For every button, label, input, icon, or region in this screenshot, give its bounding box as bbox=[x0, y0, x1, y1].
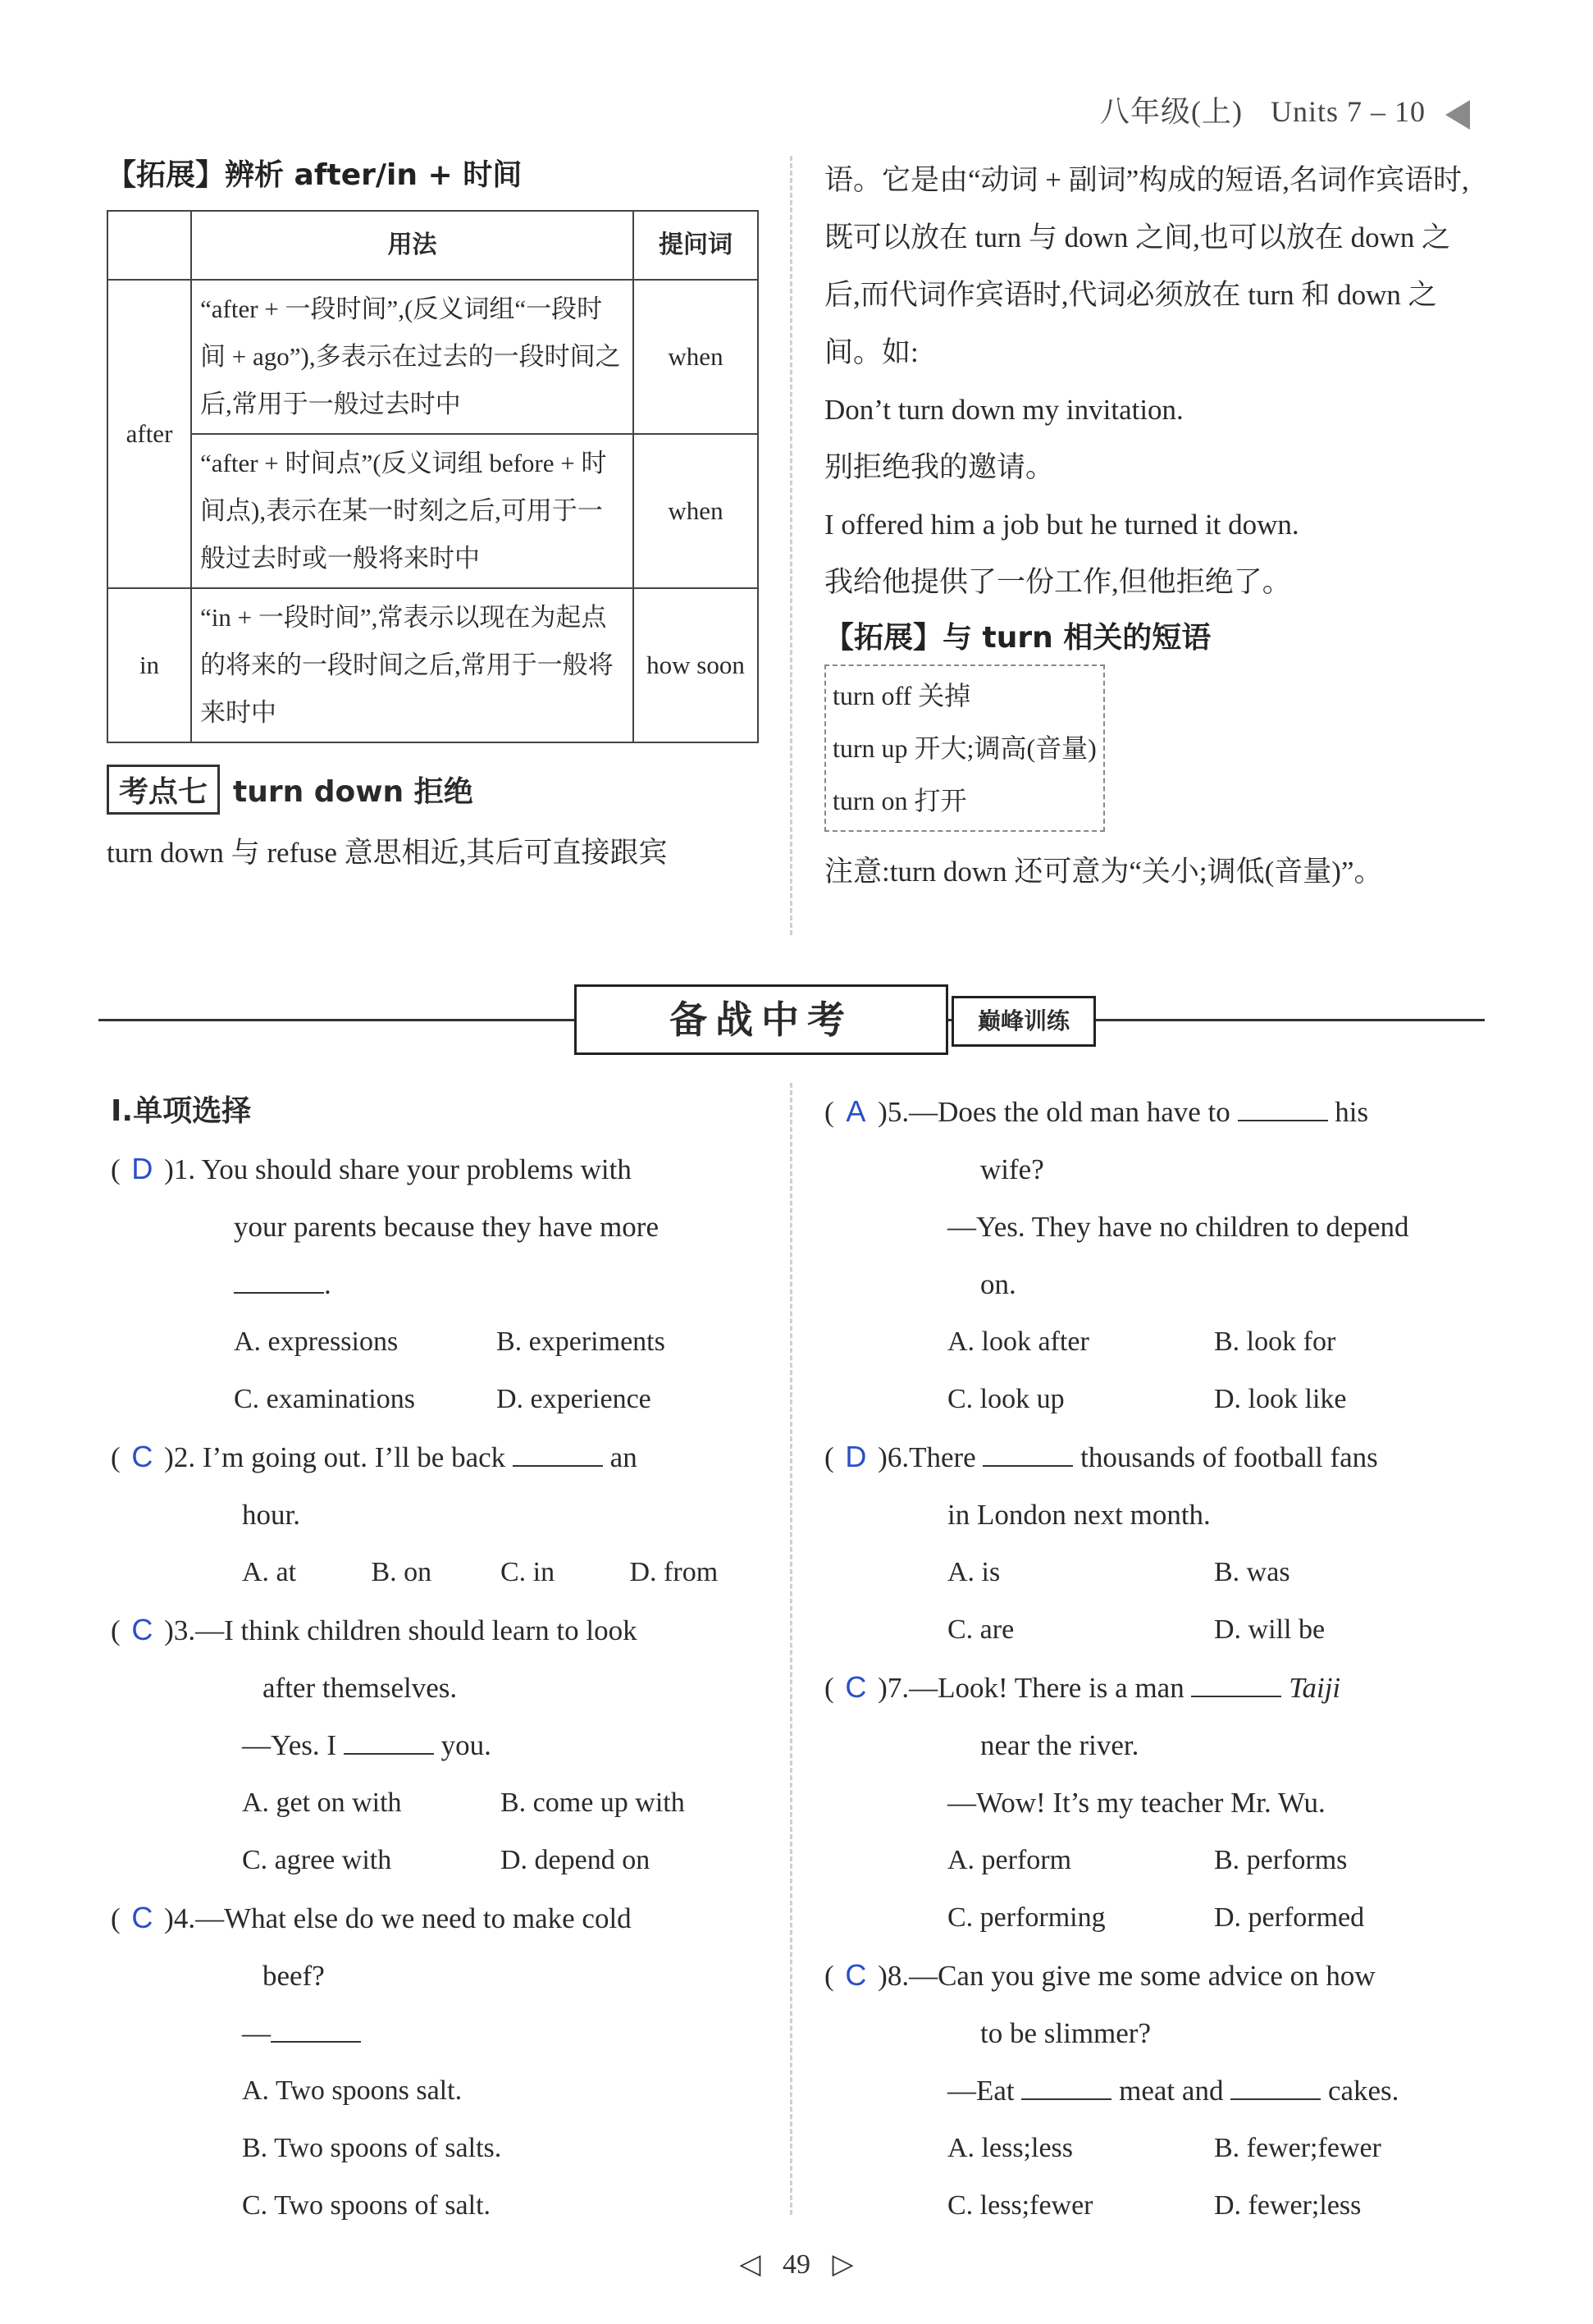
option: B. look for bbox=[1214, 1326, 1336, 1357]
answer-7: C bbox=[845, 1670, 867, 1704]
exam-practice-band bbox=[98, 984, 1485, 1050]
question-number: 5. bbox=[887, 1096, 910, 1128]
example-1-en: Don’t turn down my invitation. bbox=[824, 394, 1184, 426]
question-stem: —Wow! It’s my teacher Mr. Wu. bbox=[947, 1787, 1326, 1819]
question-stem: Taiji bbox=[1289, 1672, 1341, 1704]
question-7: ( C )7.—Look! There is a man Taiji near the river. —Wow! It’s my teacher Mr. Wu. A. perform B. performs C. performing D. performed bbox=[824, 1659, 1481, 1947]
option: C. agree with bbox=[242, 1845, 392, 1875]
page-number: 49 bbox=[783, 2249, 810, 2280]
question-stem: your parents because they have more bbox=[234, 1211, 659, 1243]
usage-after-duration: “after + 一段时间”,(反义词组“一段时间 + ago”),多表示在过去的一段时间之后,常用于一般过去时中 bbox=[191, 280, 633, 434]
question-5: ( A )5.—Does the old man have to his wife? —Yes. They have no children to depend on. A. look after B. look for C. look up D. look like bbox=[824, 1083, 1481, 1428]
question-stem: —What else do we need to make cold bbox=[195, 1902, 632, 1934]
usage-after-point: “after + 时间点”(反义词组 before + 时间点),表示在某一时刻之后,可用于一般过去时或一般将来时中 bbox=[191, 434, 633, 588]
option: B. come up with bbox=[500, 1788, 685, 1818]
question-stem: —Yes. They have no children to depend bbox=[947, 1211, 1409, 1243]
question-stem: —Look! There is a man bbox=[909, 1672, 1184, 1704]
question-stem: after themselves. bbox=[262, 1672, 458, 1704]
option: D. experience bbox=[496, 1384, 651, 1414]
phrase-turn-on: turn on 打开 bbox=[833, 786, 967, 815]
phrase-turn-off: turn off 关掉 bbox=[833, 681, 971, 710]
questions-left bbox=[111, 1083, 759, 2235]
question-stem: hour. bbox=[242, 1499, 300, 1531]
question-stem: —Can you give me some advice on how bbox=[909, 1960, 1376, 1992]
usage-header: 用法 bbox=[191, 211, 633, 280]
answer-3: C bbox=[131, 1613, 153, 1646]
question-when-1: when bbox=[633, 280, 758, 434]
question-number: 7. bbox=[887, 1672, 910, 1704]
questions-right bbox=[824, 1083, 1481, 2235]
option: A. less;less bbox=[947, 2133, 1073, 2163]
options bbox=[111, 1544, 759, 1601]
option: A. look after bbox=[947, 1326, 1089, 1357]
speaker-triangle-icon bbox=[1445, 100, 1470, 130]
word-after: after bbox=[107, 280, 191, 588]
question-stem: you. bbox=[440, 1729, 491, 1761]
options bbox=[824, 1832, 1481, 1947]
question-stem: beef? bbox=[262, 1960, 325, 1992]
question-stem: near the river. bbox=[980, 1729, 1139, 1761]
page-footer bbox=[0, 2248, 1593, 2281]
option: C. Two spoons of salt. bbox=[242, 2190, 491, 2221]
question-stem: —I think children should learn to look bbox=[195, 1614, 637, 1646]
options bbox=[824, 2120, 1481, 2235]
example-1-cn: 别拒绝我的邀请。 bbox=[824, 451, 1055, 483]
example-2-en: I offered him a job but he turned it down. bbox=[824, 509, 1299, 541]
section-title: Ⅰ.单项选择 bbox=[111, 1094, 252, 1128]
option: D. depend on bbox=[500, 1845, 650, 1875]
usage-table bbox=[107, 210, 759, 743]
column-divider-bottom bbox=[790, 1083, 792, 2215]
question-stem: to be slimmer? bbox=[980, 2017, 1152, 2049]
option: B. performs bbox=[1214, 1845, 1348, 1875]
question-stem: —Eat bbox=[947, 2075, 1015, 2107]
option: D. will be bbox=[1214, 1614, 1326, 1645]
question-number: 1. bbox=[173, 1153, 196, 1185]
question-number: 3. bbox=[173, 1614, 196, 1646]
question-stem: on. bbox=[980, 1268, 1016, 1300]
answer-blank bbox=[983, 1441, 1073, 1467]
question-stem: his bbox=[1335, 1096, 1369, 1128]
question-number: 8. bbox=[887, 1960, 910, 1992]
question-stem: cakes. bbox=[1327, 2075, 1399, 2107]
question-when-2: when bbox=[633, 434, 758, 588]
word-in: in bbox=[107, 588, 191, 742]
right-column-top bbox=[824, 152, 1481, 901]
table-corner bbox=[107, 211, 191, 280]
answer-5: A bbox=[846, 1094, 866, 1128]
option: B. Two spoons of salts. bbox=[242, 2133, 502, 2163]
band-subtitle: 巅峰训练 bbox=[952, 996, 1096, 1047]
option: C. less;fewer bbox=[947, 2190, 1093, 2221]
question-8: ( C )8.—Can you give me some advice on how to be slimmer? —Eat meat and cakes. A. less;less B. fewer;fewer C. less;fewer D. fewer;less bbox=[824, 1947, 1481, 2235]
answer-1: D bbox=[131, 1152, 153, 1185]
point-text: turn down 与 refuse 意思相近,其后可直接跟宾 bbox=[107, 837, 668, 869]
option: A. is bbox=[947, 1557, 1001, 1587]
question-2: ( C )2. I’m going out. I’ll be back an hour. A. at B. on C. in D. from bbox=[111, 1428, 759, 1601]
option: B. on bbox=[371, 1557, 432, 1587]
answer-6: D bbox=[845, 1440, 867, 1473]
question-number: 4. bbox=[173, 1902, 196, 1934]
option: C. in bbox=[500, 1557, 555, 1587]
question-number: 6. bbox=[887, 1441, 910, 1473]
question-stem: in London next month. bbox=[947, 1499, 1211, 1531]
question-number: 2. bbox=[173, 1441, 196, 1473]
question-stem: thousands of football fans bbox=[1080, 1441, 1378, 1473]
question-word-header: 提问词 bbox=[633, 211, 758, 280]
options bbox=[111, 1774, 759, 1889]
turn-phrases-heading: 【拓展】与 turn 相关的短语 bbox=[824, 621, 1212, 655]
option: C. examinations bbox=[234, 1384, 415, 1414]
options bbox=[111, 1313, 759, 1428]
answer-blank bbox=[1230, 2074, 1321, 2100]
phrase-turn-up: turn up 开大;调高(音量) bbox=[833, 733, 1097, 763]
point-tag: 考点七 bbox=[107, 765, 220, 815]
answer-blank bbox=[1238, 1095, 1328, 1121]
usage-in: “in + 一段时间”,常表示以现在为起点的将来的一段时间之后,常用于一般将来时中 bbox=[191, 588, 633, 742]
example-2-cn: 我给他提供了一份工作,但他拒绝了。 bbox=[824, 566, 1291, 598]
question-stem: There bbox=[909, 1441, 976, 1473]
question-stem: You should share your problems with bbox=[201, 1153, 632, 1185]
band-title: 备战中考 bbox=[574, 984, 948, 1055]
prev-arrow-icon: ◁ bbox=[739, 2249, 761, 2280]
option: B. was bbox=[1214, 1557, 1290, 1587]
question-6: ( D )6.There thousands of football fans in London next month. A. is B. was C. are D. will be bbox=[824, 1428, 1481, 1659]
option: C. performing bbox=[947, 1902, 1106, 1933]
question-1: ( D )1. You should share your problems with your parents because they have more . A. expressions B. experiments C. examinations D. experience bbox=[111, 1140, 759, 1428]
question-stem: —Yes. I bbox=[242, 1729, 337, 1761]
question-stem: an bbox=[609, 1441, 637, 1473]
option: B. fewer;fewer bbox=[1214, 2133, 1381, 2163]
answer-blank bbox=[513, 1441, 603, 1467]
question-stem: I’m going out. I’ll be back bbox=[202, 1441, 506, 1473]
answer-2: C bbox=[131, 1440, 153, 1473]
answer-blank bbox=[271, 2016, 361, 2043]
answer-blank bbox=[1021, 2074, 1111, 2100]
question-3: ( C )3.—I think children should learn to look after themselves. —Yes. I you. A. get on with B. come up with C. agree with D. depend on bbox=[111, 1601, 759, 1889]
extension-heading: 【拓展】辨析 after/in + 时间 bbox=[107, 158, 523, 192]
option: A. perform bbox=[947, 1845, 1072, 1875]
question-stem: meat and bbox=[1119, 2075, 1224, 2107]
question-how-soon: how soon bbox=[633, 588, 758, 742]
answer-blank bbox=[234, 1267, 324, 1294]
answer-blank bbox=[1191, 1671, 1281, 1697]
option: B. experiments bbox=[496, 1326, 665, 1357]
left-column-top bbox=[107, 152, 759, 882]
note-text: 注意:turn down 还可意为“关小;调低(音量)”。 bbox=[824, 856, 1383, 888]
option: A. at bbox=[242, 1557, 297, 1587]
question-stem: — bbox=[242, 2017, 271, 2049]
phrases-box bbox=[824, 664, 1105, 832]
option: D. performed bbox=[1214, 1902, 1365, 1933]
column-divider-top bbox=[790, 156, 792, 935]
question-stem: —Does the old man have to bbox=[909, 1096, 1230, 1128]
units-label: Units 7 – 10 bbox=[1270, 95, 1426, 128]
option: D. from bbox=[629, 1557, 719, 1587]
question-stem: wife? bbox=[980, 1153, 1044, 1185]
answer-4: C bbox=[131, 1901, 153, 1934]
answer-blank bbox=[344, 1728, 434, 1755]
point-title-text: turn down 拒绝 bbox=[233, 775, 473, 809]
options bbox=[824, 1544, 1481, 1659]
option: C. are bbox=[947, 1614, 1015, 1645]
next-arrow-icon: ▷ bbox=[832, 2249, 854, 2280]
option: A. Two spoons salt. bbox=[242, 2075, 463, 2106]
option: C. look up bbox=[947, 1384, 1065, 1414]
question-4: ( C )4.—What else do we need to make cold beef? — A. Two spoons salt. B. Two spoons of salts. C. Two spoons of salt. bbox=[111, 1889, 759, 2235]
grade-label: 八年级(上) bbox=[1100, 95, 1243, 128]
options bbox=[824, 1313, 1481, 1428]
question-stem: . bbox=[324, 1268, 331, 1300]
option: D. fewer;less bbox=[1214, 2190, 1362, 2221]
answer-8: C bbox=[845, 1958, 867, 1992]
explanation-text: 语。它是由“动词 + 副词”构成的短语,名词作宾语时,既可以放在 turn 与 down 之间,也可以放在 down 之后,而代词作宾语时,代词必须放在 turn 和 down 之间。如: bbox=[824, 164, 1469, 368]
running-header bbox=[1100, 89, 1470, 130]
option: D. look like bbox=[1214, 1384, 1347, 1414]
point-title bbox=[107, 765, 759, 815]
option: A. get on with bbox=[242, 1788, 402, 1818]
option: A. expressions bbox=[234, 1326, 399, 1357]
